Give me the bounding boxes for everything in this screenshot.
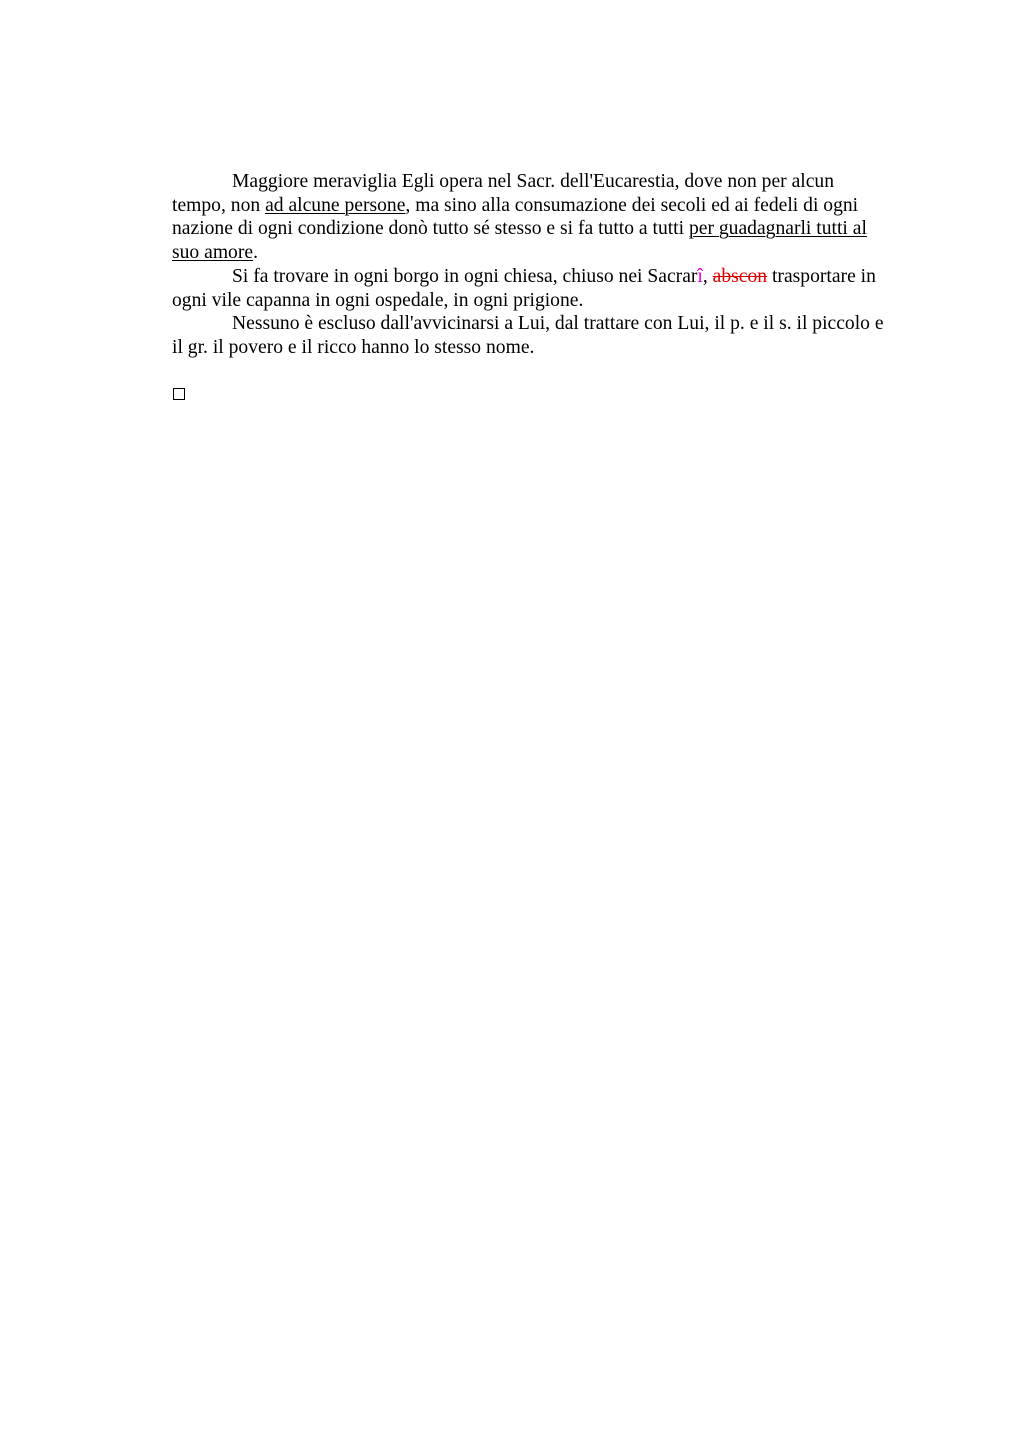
paragraph-line [172,336,922,360]
underlined-text: ad alcune persone [265,194,406,216]
paragraph-line [172,217,922,241]
paragraph-nessuno [172,312,922,359]
text-run: ogni vile capanna in ogni ospedale, in ogni prigione. [172,289,584,311]
text-run: , ma sino alla consumazione dei secoli ed ai fedeli di ogni [405,194,859,216]
paragraph-eucarestia [172,170,922,265]
empty-checkbox-icon [173,388,185,400]
document-body [172,170,922,360]
inserted-text: î [697,265,703,287]
text-run: il gr. il povero e il ricco hanno lo stesso nome. [172,336,535,358]
text-run: tempo, non [172,194,266,216]
paragraph-line [172,170,922,194]
text-run: nazione di ogni condizione donò tutto sé stesso e si fa tutto a tutti [172,218,689,240]
paragraph-line [172,289,922,313]
paragraph-sacrari [172,265,922,312]
deleted-text: abscon [712,265,768,287]
underlined-text: per guadagnarli tutti al [688,218,867,240]
underlined-text: suo amore [172,242,254,264]
paragraph-line [172,194,922,218]
text-run: trasportare in [767,265,876,287]
text-run: . [253,242,258,264]
paragraph-line [172,265,922,289]
paragraph-line [172,241,922,265]
text-run: Maggiore meraviglia Egli opera nel Sacr. dell'Eucarestia, dove non per alcun [232,171,835,192]
text-run: Nessuno è escluso dall'avvicinarsi a Lui, dal trattare con Lui, il p. e il s. il piccolo e [232,313,884,335]
paragraph-line [172,312,922,336]
text-run: Si fa trovare in ogni borgo in ogni chiesa, chiuso nei Sacrar [232,265,698,287]
text-run: , [702,265,713,287]
